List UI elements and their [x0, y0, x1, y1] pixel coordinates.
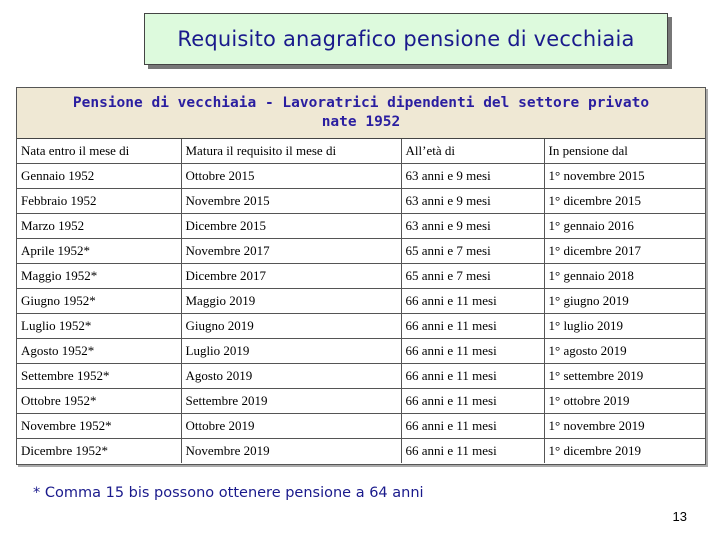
column-header-requirement-month: Matura il requisito il mese di: [181, 139, 401, 164]
table-cell: Novembre 1952*: [17, 414, 181, 439]
column-header-age: All’età di: [401, 139, 544, 164]
column-header-birth-month: Nata entro il mese di: [17, 139, 181, 164]
table-cell: 66 anni e 11 mesi: [401, 414, 544, 439]
table-cell: Novembre 2017: [181, 239, 401, 264]
table-cell: Gennaio 1952: [17, 164, 181, 189]
table-cell: Ottobre 1952*: [17, 389, 181, 414]
table-cell: Luglio 1952*: [17, 314, 181, 339]
table-cell: 1° dicembre 2017: [544, 239, 705, 264]
panel-heading-line-2: nate 1952: [321, 114, 401, 130]
table-cell: 1° giugno 2019: [544, 289, 705, 314]
table-cell: 1° gennaio 2016: [544, 214, 705, 239]
table-row: [17, 214, 705, 239]
table-cell: 1° gennaio 2018: [544, 264, 705, 289]
table-cell: 63 anni e 9 mesi: [401, 189, 544, 214]
table-cell: 63 anni e 9 mesi: [401, 164, 544, 189]
table-cell: Ottobre 2015: [181, 164, 401, 189]
table-cell: Settembre 2019: [181, 389, 401, 414]
table-cell: 63 anni e 9 mesi: [401, 214, 544, 239]
table-cell: Giugno 2019: [181, 314, 401, 339]
table-cell: Aprile 1952*: [17, 239, 181, 264]
table-row: [17, 239, 705, 264]
table-cell: 1° dicembre 2019: [548, 443, 642, 458]
table-cell: 1° ottobre 2019: [544, 389, 705, 414]
table-cell: 66 anni e 11 mesi: [401, 339, 544, 364]
table-cell: Luglio 2019: [181, 339, 401, 364]
table-row: [17, 164, 705, 189]
table-cell: Maggio 1952*: [17, 264, 181, 289]
table-row: [17, 339, 705, 364]
table-cell: 66 anni e 11 mesi: [401, 364, 544, 389]
table-cell: Marzo 1952: [17, 214, 181, 239]
table-cell: Febbraio 1952: [17, 189, 181, 214]
panel-heading-text: [51, 94, 671, 132]
table-cell: Novembre 2015: [181, 189, 401, 214]
table-cell: Agosto 1952*: [17, 339, 181, 364]
table-cell: Maggio 2019: [181, 289, 401, 314]
table-cell: Giugno 1952*: [17, 289, 181, 314]
table-row: [17, 389, 705, 414]
table-row: [17, 289, 705, 314]
table-cell: 1° settembre 2019: [544, 364, 705, 389]
panel-heading: [17, 88, 705, 139]
footnote: * Comma 15 bis possono ottenere pensione a 64 anni: [33, 485, 424, 501]
table-cell: 66 anni e 11 mesi: [401, 314, 544, 339]
table-cell: 66 anni e 11 mesi: [401, 439, 544, 464]
pension-table: [17, 139, 705, 463]
table-cell: Dicembre 2017: [181, 264, 401, 289]
table-cell: 1° agosto 2019: [544, 339, 705, 364]
table-cell: 1° novembre 2019: [544, 414, 705, 439]
table-cell: 65 anni e 7 mesi: [401, 264, 544, 289]
table-cell: 1° novembre 2015: [544, 164, 705, 189]
table-row: [17, 314, 705, 339]
page-number: 13: [672, 509, 687, 524]
table-row: [17, 364, 705, 389]
table-row: [17, 414, 705, 439]
table-cell: Agosto 2019: [181, 364, 401, 389]
table-cell: Settembre 1952*: [17, 364, 181, 389]
slide-title-box: [144, 13, 668, 65]
table-row: [17, 264, 705, 289]
slide-title: Requisito anagrafico pensione di vecchiaia: [177, 27, 635, 51]
column-header-pension-start: In pensione dal: [544, 139, 705, 164]
panel-heading-line-1: Pensione di vecchiaia - Lavoratrici dipendenti del settore privato: [72, 95, 650, 111]
table-cell: 66 anni e 11 mesi: [401, 389, 544, 414]
table-cell: Dicembre 1952*: [17, 439, 181, 464]
pension-table-panel: [16, 87, 706, 465]
table-row: [17, 189, 705, 214]
table-cell: 65 anni e 7 mesi: [401, 239, 544, 264]
table-cell: 1° dicembre 2015: [544, 189, 705, 214]
table-cell: Dicembre 2015: [181, 214, 401, 239]
table-cell: Ottobre 2019: [181, 414, 401, 439]
table-cell: 66 anni e 11 mesi: [401, 289, 544, 314]
table-header-row: [17, 139, 705, 164]
table-row: [17, 439, 705, 464]
table-cell: 1° luglio 2019: [544, 314, 705, 339]
table-cell: Novembre 2019: [181, 439, 401, 464]
